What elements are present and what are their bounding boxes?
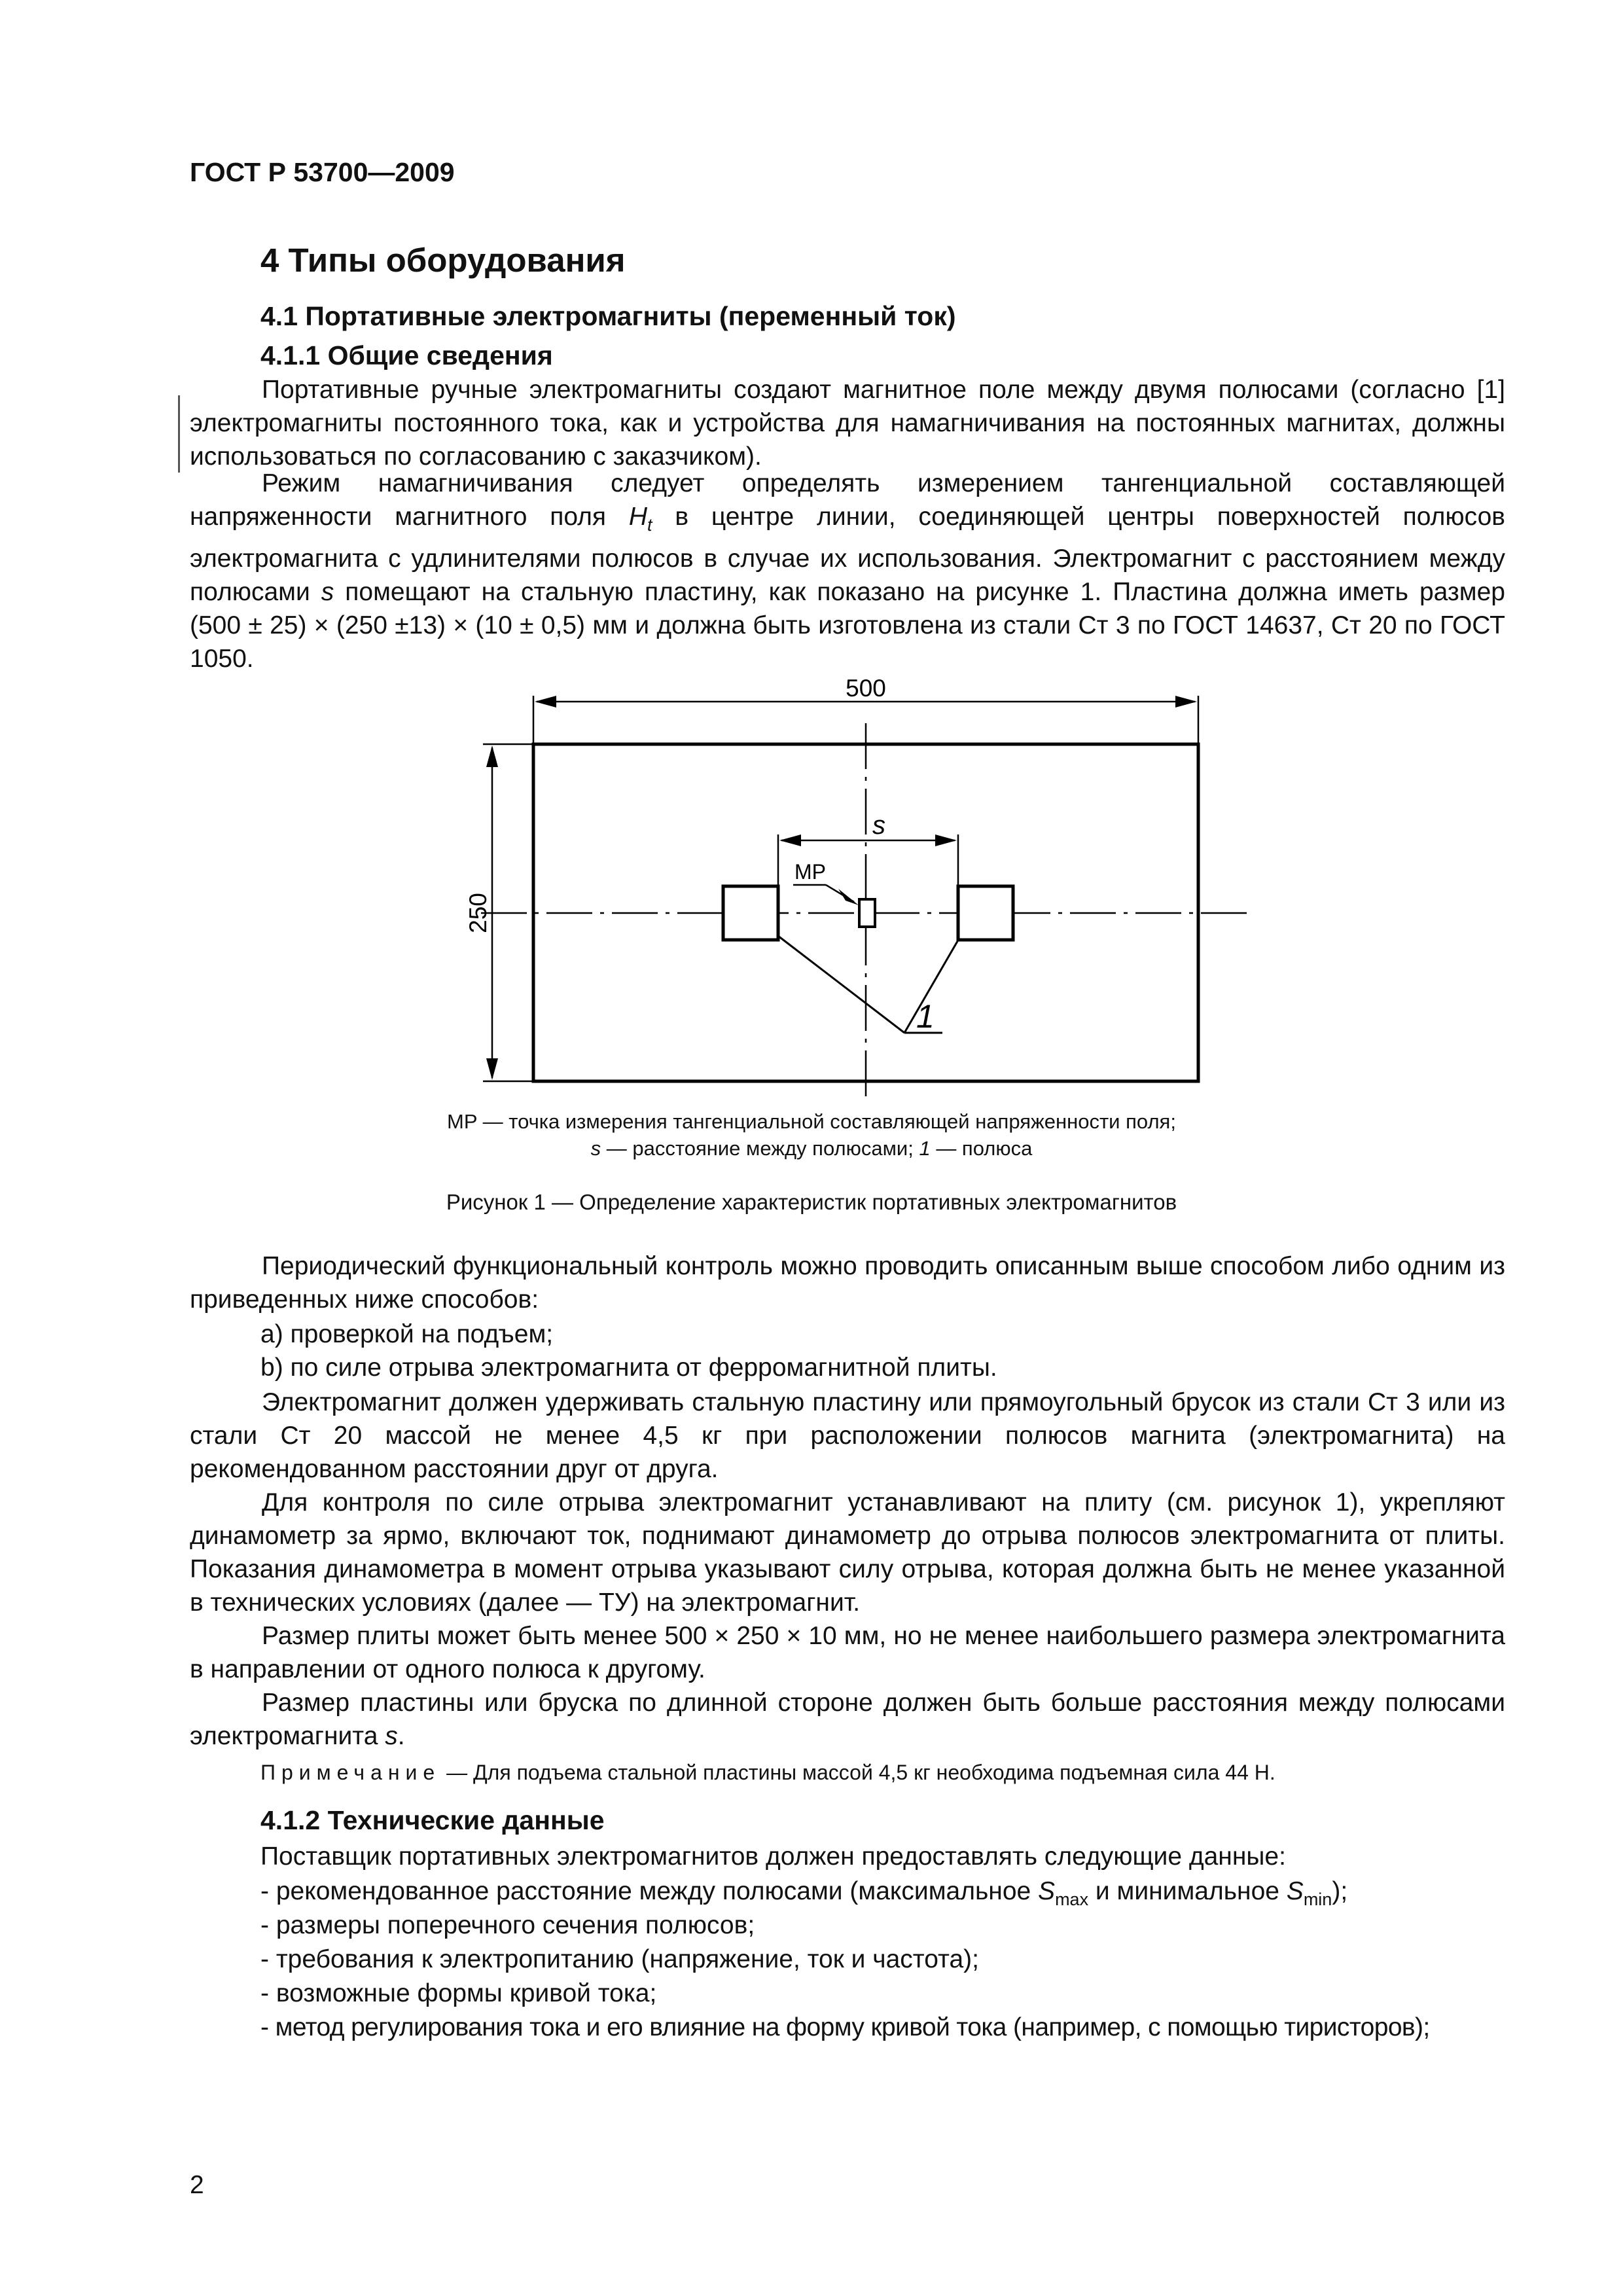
- figure-caption: Рисунок 1 — Определение характеристик портативных электромагнитов: [446, 1190, 1177, 1214]
- document-header: ГОСТ Р 53700—2009: [190, 157, 455, 187]
- measurement-point-mp: [859, 899, 875, 927]
- s-label: s: [872, 811, 885, 840]
- subsection-title-4-1-1: 4.1.1 Общие сведения: [260, 340, 553, 370]
- page-number: 2: [190, 2171, 204, 2199]
- list-item-b: b) по силе отрыва электромагнита от ферромагнитной плиты.: [260, 1354, 997, 1382]
- figure-1-diagram: [0, 668, 1623, 1126]
- paragraph-general: Портативные ручные электромагниты создают магнитное поле между двумя полюсами (согласно [1] электромагниты постоянного тока, как и устройства для намагничивания на постоянных магнитах, должны использоваться по согласованию с заказчиком).: [190, 376, 1505, 471]
- paragraph-plate-size: Размер плиты может быть менее 500 × 250 × 10 мм, но не менее наибольшего размера электромагнита в направлении от одного полюса к другому.: [190, 1622, 1505, 1683]
- tech-data-item-3: - требования к электропитанию (напряжение, ток и частота);: [260, 1945, 979, 1973]
- pole-number-label: 1: [916, 998, 935, 1035]
- subsection-title-4-1: 4.1 Портативные электромагниты (переменный ток): [260, 301, 956, 331]
- section-title: 4 Типы оборудования: [260, 242, 626, 279]
- note: Примечание — Для подъема стальной пластины массой 4,5 кг необходима подъемная сила 44 Н.: [260, 1761, 1275, 1784]
- dimension-250-label: 250: [465, 893, 491, 933]
- paragraph-periodic-control: Периодический функциональный контроль можно проводить описанным выше способом либо одним из приведенных ниже способов:: [190, 1252, 1505, 1314]
- tech-data-item-4: - возможные формы кривой тока;: [260, 1979, 657, 2007]
- pole-right: [958, 886, 1013, 940]
- tech-data-item-5: - метод регулирования тока и его влияние на форму кривой тока (например, с помощью тиристоров);: [260, 2013, 1430, 2041]
- subsection-title-4-1-2: 4.1.2 Технические данные: [260, 1805, 605, 1835]
- paragraph-holding: Электромагнит должен удерживать стальную пластину или прямоугольный брусок из стали Ст 3 или из стали Ст 20 массой не менее 4,5 кг при расположении полюсов магнита (электромагнита) на рекомендованном расстоянии друг от друга.: [190, 1388, 1505, 1483]
- change-marker-bar: [178, 395, 180, 473]
- tech-data-item-1: - рекомендованное расстояние между полюсами (максимальное $S_{max}$ и минимальное $S_{min}$);: [260, 1877, 1348, 1909]
- paragraph-magnetization: Режим намагничивания следует определять измерением тангенциальной составляющей напряженности магнитного поля $H_t$ в центре линии, соединяющей центры поверхностей полюсов электромагнита с удлинителями полюсов в случае их использования. Электромагнит с расстоянием между полюсами s помещают на стальную пластину, как показано на рисунке 1. Пластина должна иметь размер (500 ± 25) × (250 ±13) × (10 ± 0,5) мм и должна быть изготовлена из стали Ст 3 по ГОСТ 14637, Ст 20 по ГОСТ 1050.: [190, 469, 1505, 673]
- mp-label: MP: [794, 860, 826, 884]
- tech-data-item-2: - размеры поперечного сечения полюсов;: [260, 1911, 755, 1939]
- dimension-500-label: 500: [846, 675, 886, 702]
- paragraph-pull-off: Для контроля по силе отрыва электромагнит устанавливают на плиту (см. рисунок 1), укрепляют динамометр за ярмо, включают ток, поднимают динамометр до отрыва полюсов электромагнита от плиты. Показания динамометра в момент отрыва указывают силу отрыва, которая должна быть не менее указанной в технических условиях (далее — ТУ) на электромагнит.: [190, 1488, 1505, 1617]
- figure-legend-line-2: s — расстояние между полюсами; 1 — полюса: [590, 1137, 1033, 1160]
- figure-legend-line-1: MP — точка измерения тангенциальной составляющей напряженности поля;: [447, 1110, 1176, 1133]
- tech-data-intro: Поставщик портативных электромагнитов должен предоставлять следующие данные:: [260, 1842, 1286, 1871]
- paragraph-plate-length: Размер пластины или бруска по длинной стороне должен быть больше расстояния между полюсами электромагнита s.: [190, 1689, 1505, 1750]
- list-item-a: a) проверкой на подъем;: [260, 1320, 554, 1348]
- pole-left: [723, 886, 778, 940]
